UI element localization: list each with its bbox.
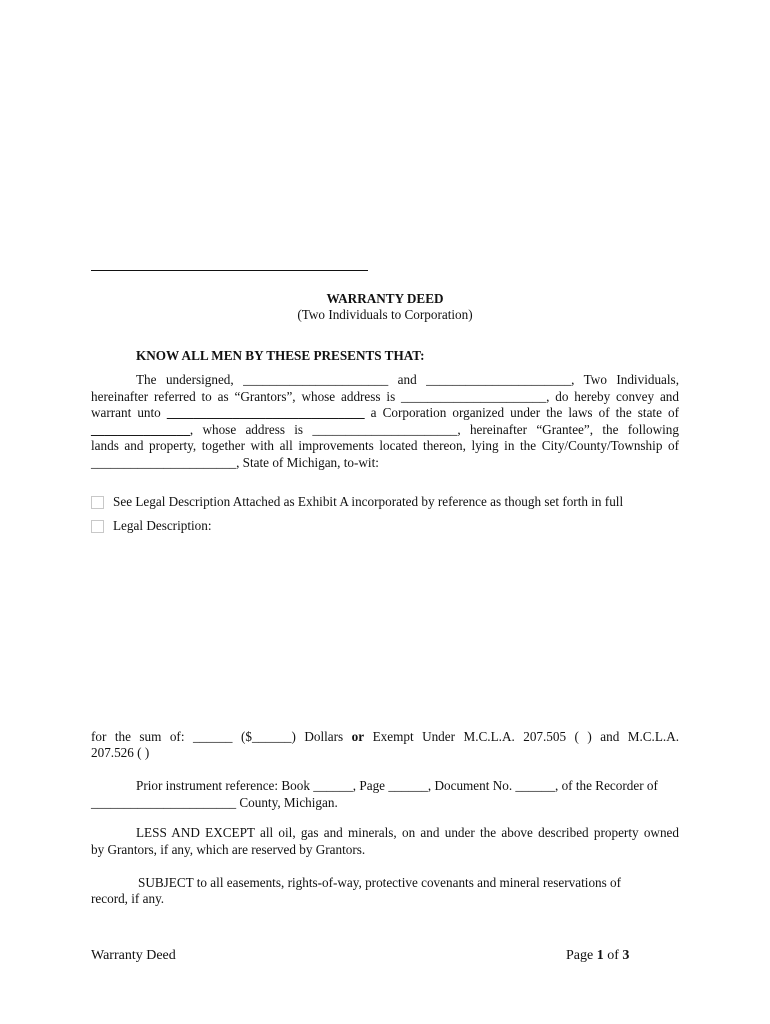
subject-line: SUBJECT to all easements, rights-of-way, protective covenants and mineral reservations of [138, 875, 622, 890]
paragraph-line: hereinafter referred to as “Grantors”, whose address is ______________________, do hereby convey and [91, 389, 679, 404]
paragraph-text: warrant unto [91, 405, 161, 420]
exempt-text: Exempt Under M.C.L.A. 207.505 ( ) and M.C.L.A. [372, 729, 680, 744]
paragraph-line [91, 422, 679, 439]
paragraph-line [91, 405, 679, 422]
state-blank: _______________ [91, 422, 190, 437]
legal-description-checkbox[interactable] [91, 520, 104, 533]
page-prefix: Page [566, 948, 594, 963]
document-title: WARRANTY DEED [326, 291, 444, 306]
prior-reference-line: Prior instrument reference: Book ______, Page ______, Document No. ______, of the Recorder of [136, 778, 658, 793]
page-total: 3 [622, 948, 630, 963]
prior-reference-line-2: ______________________ County, Michigan. [91, 795, 338, 810]
paragraph-text: , whose address is ______________________, hereinafter “Grantee”, the following [189, 422, 679, 437]
sum-line [91, 729, 679, 746]
paragraph-line: ______________________, State of Michigan, to-wit: [91, 455, 379, 470]
paragraph-text: a Corporation organized under the laws of the state of [370, 405, 679, 420]
sum-text: for the sum of: ______ ($______) Dollars [91, 729, 344, 744]
footer-title: Warranty Deed [91, 948, 176, 963]
page-of: of [607, 948, 619, 963]
paragraph-line: The undersigned, ______________________ and ______________________, Two Individuals, [136, 372, 679, 387]
paragraph-line: lands and property, together with all improvements located thereon, lying in the City/County/Township of [91, 438, 679, 453]
signature-line [91, 270, 368, 271]
exhibit-checkbox[interactable] [91, 496, 104, 509]
grantee-name-blank: ______________________________ [166, 405, 365, 420]
checkbox-label: Legal Description: [113, 518, 212, 534]
or-text: or [351, 729, 365, 744]
checkbox-row-legal[interactable] [91, 518, 212, 535]
page-current: 1 [596, 948, 604, 963]
checkbox-row-exhibit[interactable] [91, 494, 623, 511]
subject-line-2: record, if any. [91, 891, 165, 906]
sum-line-2: 207.526 ( ) [91, 745, 150, 760]
less-except-line-2: by Grantors, if any, which are reserved by Grantors. [91, 842, 366, 857]
page-number [566, 948, 629, 965]
less-except-line: LESS AND EXCEPT all oil, gas and minerals, on and under the above described property owned [136, 825, 679, 840]
section-heading: KNOW ALL MEN BY THESE PRESENTS THAT: [136, 348, 425, 363]
document-subtitle: (Two Individuals to Corporation) [297, 307, 473, 322]
checkbox-label: See Legal Description Attached as Exhibit A incorporated by reference as though set forth in full [113, 494, 624, 510]
